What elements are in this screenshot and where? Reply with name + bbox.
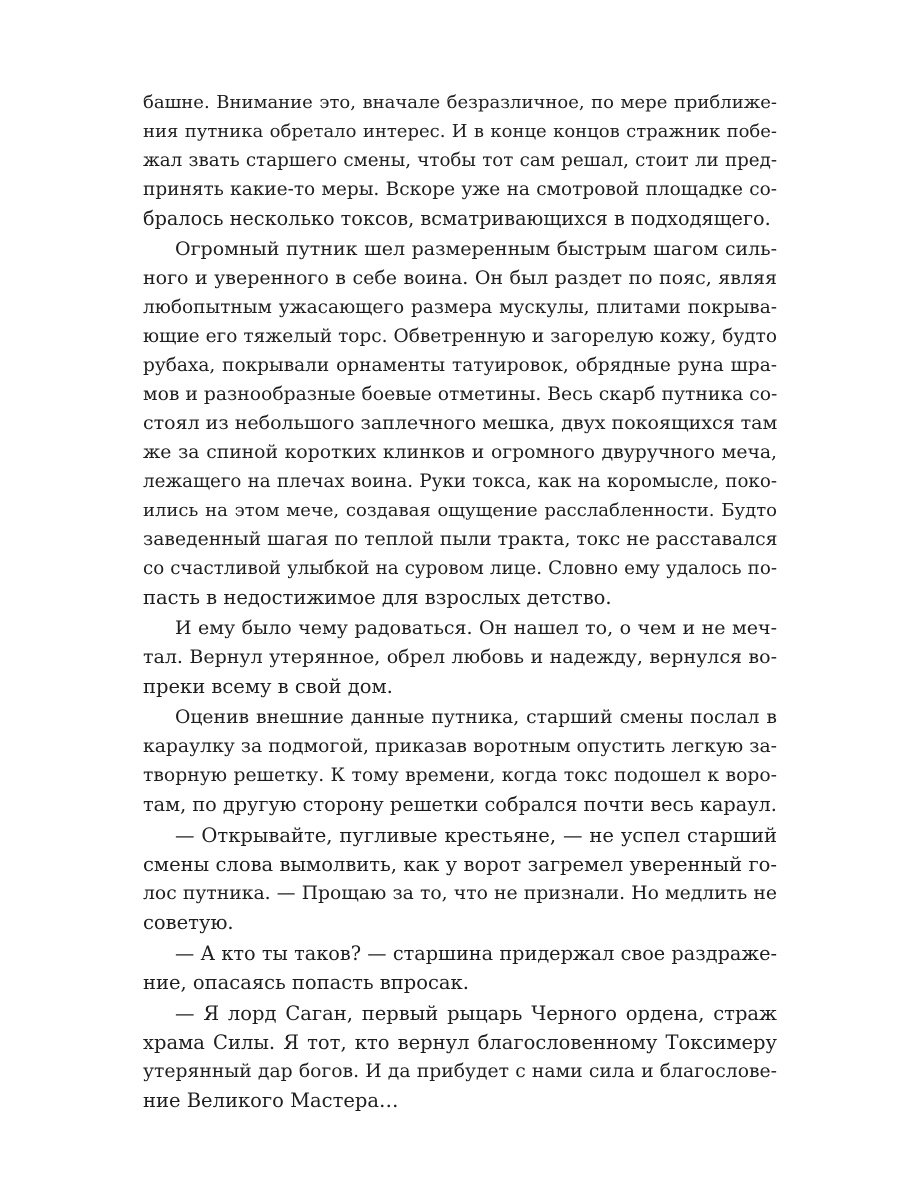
text-line: же за спиной коротких клинков и огромного двуручного меча, [143, 442, 777, 463]
text-line: ние Великого Мастера… [143, 1089, 399, 1112]
text-line: ющие его тяжелый торс. Обветренную и загорелую кожу, будто [143, 326, 777, 347]
text-line: заведенный шагая по теплой пыли тракта, токс не расставался [143, 529, 778, 550]
paragraph [143, 235, 777, 612]
text-line: пасть в недостижимое для взрослых детство. [143, 586, 612, 609]
text-line: ились на этом мече, создавая ощущение расслабленности. Будто [143, 500, 777, 521]
text-line: любопытным ужасающего размера мускулы, плитами покрыва- [143, 297, 777, 318]
paragraph [143, 939, 777, 997]
text-line: мов и разнообразные боевые отметины. Весь скарб путника со- [143, 384, 778, 405]
text-line: лежащего на плечах воина. Руки токса, как на коромысле, поко- [143, 471, 777, 492]
text-line: советую. [143, 911, 234, 934]
text-line: лос путника. — Прощаю за то, что не признали. Но медлить не [143, 883, 777, 904]
paragraph [143, 821, 777, 937]
text-line: Оценив внешние данные путника, старший смены послал в [175, 707, 777, 728]
text-line: творную решетку. К тому времени, когда токс подошел к воро- [143, 765, 777, 786]
text-line: ния путника обретало интерес. И в конце концов стражник побе- [143, 121, 777, 142]
paragraph [143, 703, 777, 819]
text-line: храма Силы. Я тот, кто вернул благословенному Токсимеру [143, 1031, 777, 1054]
text-line: башне. Внимание это, вначале безразличное, по мере приближе- [143, 92, 777, 113]
text-line: там, по другую сторону решетки собрался почти весь караул. [143, 793, 777, 816]
text-line: тал. Вернул утерянное, обрел любовь и надежду, вернулся во- [143, 646, 777, 668]
text-line: со счастливой улыбкой на суровом лице. Словно ему удалось по- [143, 558, 777, 579]
text-line: — А кто ты таков? — старшина придержал свое раздраже- [175, 942, 777, 965]
text-line: смены слова вымолвить, как у ворот загремел уверенный го- [143, 853, 777, 876]
text-line: преки всему в свой дом. [143, 675, 393, 698]
text-line: жал звать старшего смены, чтобы тот сам решал, стоит ли пред- [143, 150, 777, 171]
paragraph [143, 88, 777, 233]
text-line: — Я лорд Саган, первый рыцарь Черного ордена, страж [175, 1002, 777, 1025]
text-line: стоял из небольшого заплечного мешка, двух покоящихся там [143, 412, 778, 434]
text-line: — Открывайте, пугливые крестьяне, — не успел старший [175, 824, 777, 847]
text-line: принять какие-то меры. Вскоре уже на смотровой площадке со- [143, 179, 777, 200]
text-line: караулку за подмогой, приказав воротным опустить легкую за- [143, 736, 777, 757]
text-line: бралось несколько токсов, всматривающихся в подходящего. [143, 207, 771, 230]
text-line: утерянный дар богов. И да прибудет с нами сила и благослове- [143, 1061, 777, 1082]
paragraph [143, 614, 777, 701]
text-line: ного и уверенного в себе воина. Он был раздет по пояс, являя [143, 267, 777, 289]
paragraph [143, 999, 777, 1115]
text-line: ние, опасаясь попасть впросак. [143, 971, 469, 994]
text-line: И ему было чему радоваться. Он нашел то, о чем и не меч- [175, 617, 777, 639]
page-body-text [143, 88, 777, 1115]
text-line: Огромный путник шел размеренным быстрым шагом силь- [175, 238, 777, 260]
text-line: рубаха, покрывали орнаменты татуировок, обрядные руна шра- [143, 355, 777, 376]
